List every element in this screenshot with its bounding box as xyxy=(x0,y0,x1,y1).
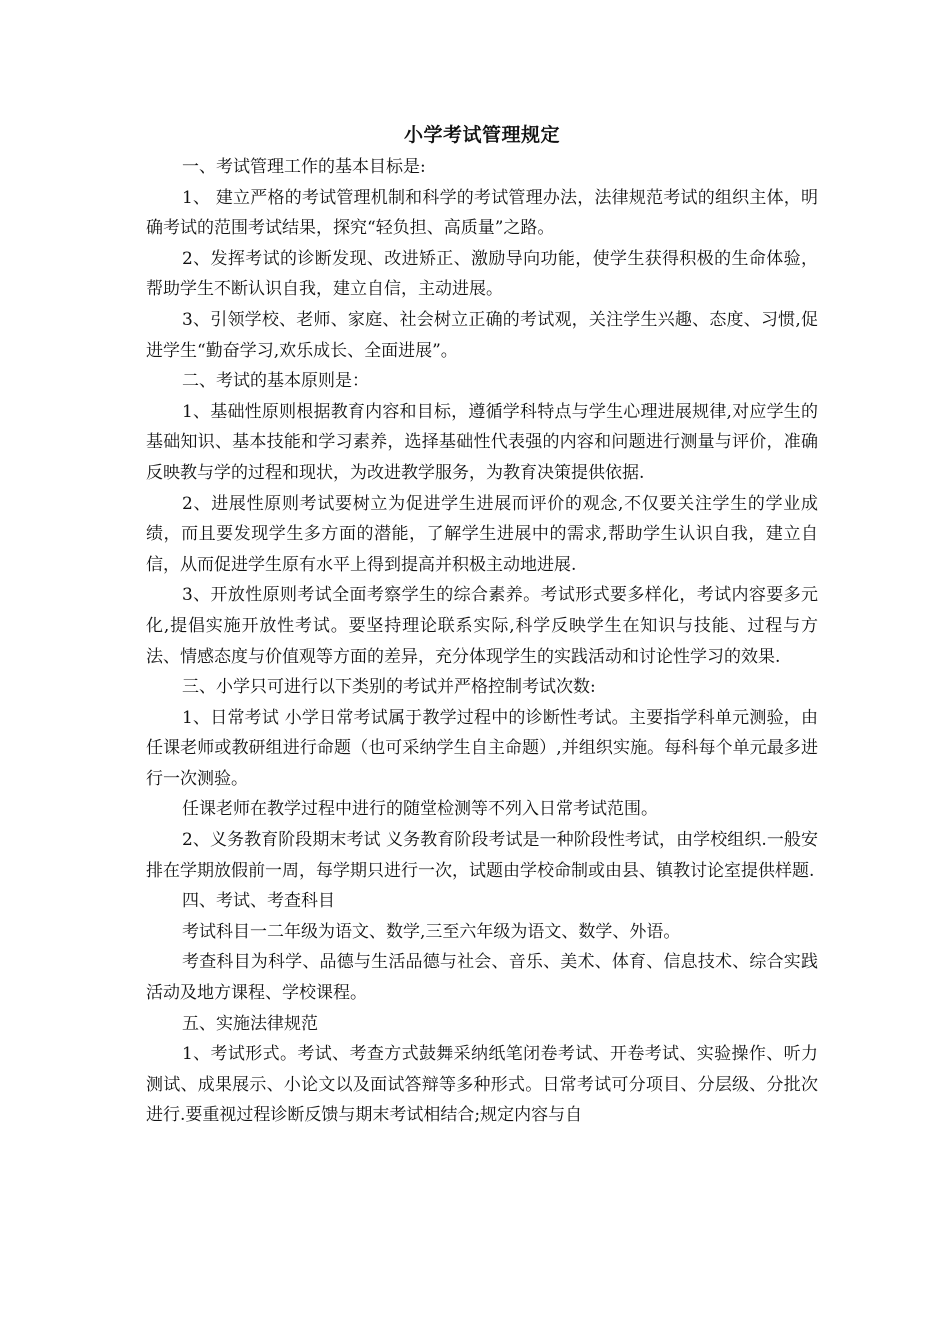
paragraph: 1、基础性原则根据教育内容和目标，遵循学科特点与学生心理进展规律,对应学生的基础知识、基本技能和学习素养，选择基础性代表强的内容和问题进行测量与评价，准确反映教与学的过程和现状，为改进教学服务，为教育决策提供依据. xyxy=(146,401,818,483)
document-title: 小学考试管理规定 xyxy=(403,124,560,146)
document-page xyxy=(146,120,818,1131)
paragraph: 考查科目为科学、品德与生活品德与社会、音乐、美术、体育、信息技术、综合实践活动及地方课程、学校课程。 xyxy=(146,952,818,1004)
paragraph: 1、日常考试 小学日常考试属于教学过程中的诊断性考试。主要指学科单元测验，由任课老师或教研组进行命题（也可采纳学生自主命题）,并组织实施。每科每个单元最多进行一次测验。 xyxy=(146,707,818,789)
paragraph: 2、进展性原则考试要树立为促进学生进展而评价的观念,不仅要关注学生的学业成绩，而且要发现学生多方面的潜能，了解学生进展中的需求,帮助学生认识自我，建立自信，从而促进学生原有水平上得到提高并积极主动地进展. xyxy=(146,493,818,575)
paragraph: 1、 建立严格的考试管理机制和科学的考试管理办法，法律规范考试的组织主体，明确考试的范围考试结果，探究“轻负担、高质量”之路。 xyxy=(146,187,818,239)
paragraph: 任课老师在教学过程中进行的随堂检测等不列入日常考试范围。 xyxy=(182,799,658,820)
paragraph: 2、发挥考试的诊断发现、改进矫正、激励导向功能，使学生获得积极的生命体验，帮助学生不断认识自我，建立自信，主动进展。 xyxy=(146,248,818,300)
paragraph: 3、开放性原则考试全面考察学生的综合素养。考试形式要多样化，考试内容要多元化,提倡实施开放性考试。要坚持理论联系实际,科学反映学生在知识与技能、过程与方法、情感态度与价值观等方面的差异，充分体现学生的实践活动和讨论性学习的效果. xyxy=(146,585,818,667)
section-heading-exam-types: 三、小学只可进行以下类别的考试并严格控制考试次数: xyxy=(182,677,596,698)
section-heading-goals: 一、考试管理工作的基本目标是: xyxy=(182,157,426,177)
paragraph: 3、引领学校、老师、家庭、社会树立正确的考试观，关注学生兴趣、态度、习惯,促进学生“勤奋学习,欢乐成长、全面进展”。 xyxy=(146,309,818,361)
paragraph: 1、考试形式。考试、考查方式鼓舞采纳纸笔闭卷考试、开卷考试、实验操作、听力测试、成果展示、小论文以及面试答辩等多种形式。日常考试可分项目、分层级、分批次进行.要重视过程诊断反馈与期末考试相结合;规定内容与自 xyxy=(146,1044,818,1126)
section-heading-subjects: 四、考试、考查科目 xyxy=(182,891,335,912)
paragraph: 2、义务教育阶段期末考试 义务教育阶段考试是一种阶段性考试，由学校组织.一般安排在学期放假前一周，每学期只进行一次，试题由学校命制或由县、镇教讨论室提供样题. xyxy=(146,830,818,881)
section-heading-implementation: 五、实施法律规范 xyxy=(182,1013,318,1034)
section-heading-principles: 二、考试的基本原则是： xyxy=(182,371,369,392)
paragraph: 考试科目一二年级为语文、数学,三至六年级为语文、数学、外语。 xyxy=(182,921,681,942)
